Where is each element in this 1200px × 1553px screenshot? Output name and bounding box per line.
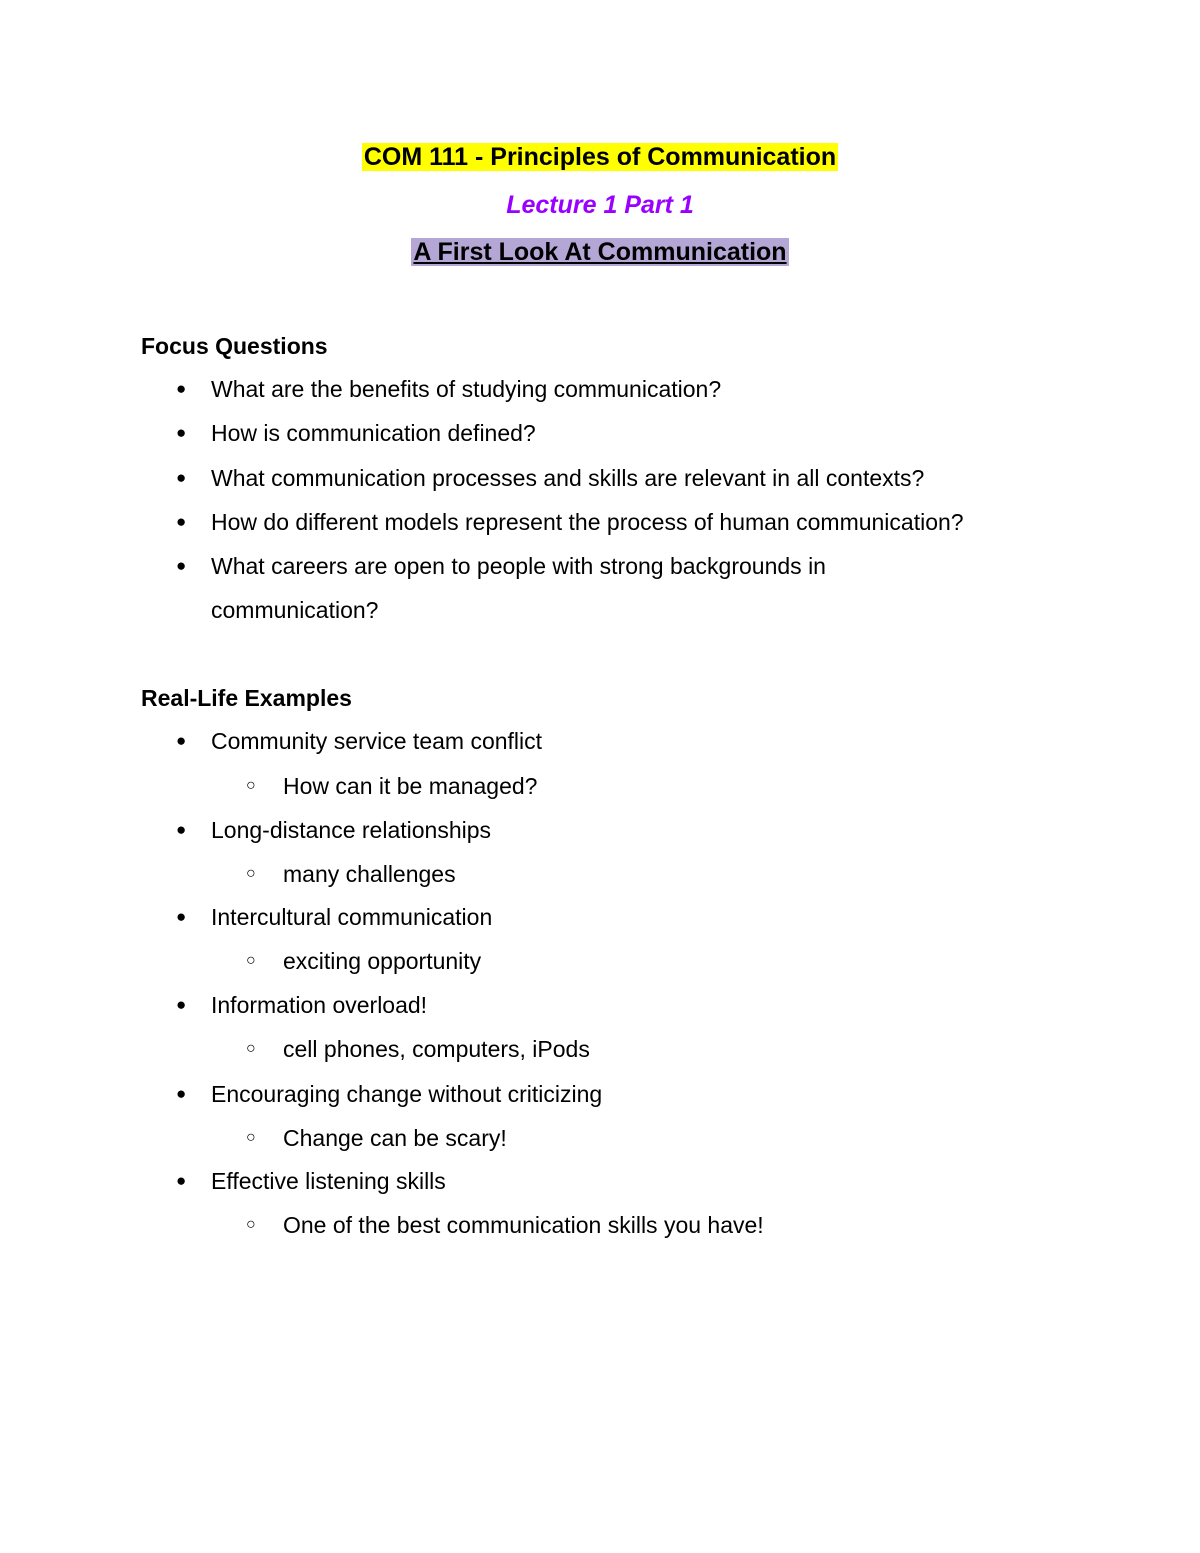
example-text: Encouraging change without criticizing [211,1081,603,1107]
example-text: Information overload! [211,992,428,1018]
sub-bullet-icon: ○ [246,865,256,882]
bullet-icon: ● [176,1084,187,1103]
focus-question-text: How do different models represent the process of human communication? [211,509,964,535]
bullet-icon: ● [176,423,187,442]
bullet-icon: ● [176,731,187,750]
focus-questions-title: Focus Questions [141,333,328,359]
example-sub-item [246,764,537,808]
focus-question-text: How is communication defined? [211,420,536,446]
document-subtitle: Lecture 1 Part 1 [506,191,694,219]
example-text: Intercultural communication [211,904,493,930]
bullet-icon: ● [176,820,187,839]
example-item [176,1159,1076,1203]
document-heading [0,235,1200,269]
focus-question-text: What are the benefits of studying communication? [211,376,722,402]
focus-question-item [176,544,896,632]
example-sub-text: One of the best communication skills you have! [283,1212,764,1238]
sub-bullet-icon: ○ [246,777,256,794]
bullet-icon: ● [176,468,187,487]
example-sub-text: many challenges [283,861,456,887]
bullet-icon: ● [176,512,187,531]
example-item [176,1072,1076,1116]
focus-question-item [176,456,1076,500]
bullet-icon: ● [176,907,187,926]
focus-question-text: What careers are open to people with strong backgrounds in communication? [211,553,826,623]
example-item [176,895,1076,939]
example-text: Effective listening skills [211,1168,446,1194]
example-sub-text: exciting opportunity [283,948,482,974]
focus-question-item [176,367,1076,411]
example-sub-item [246,1203,764,1247]
example-text: Long-distance relationships [211,817,492,843]
example-sub-item [246,1116,507,1160]
bullet-icon: ● [176,1171,187,1190]
focus-question-text: What communication processes and skills are relevant in all contexts? [211,465,925,491]
sub-bullet-icon: ○ [246,1040,256,1057]
example-sub-text: cell phones, computers, iPods [283,1036,590,1062]
document-heading-text: A First Look At Communication [413,238,787,266]
bullet-icon: ● [176,995,187,1014]
example-sub-item [246,852,456,896]
example-sub-item [246,1027,590,1071]
example-item [176,983,1076,1027]
sub-bullet-icon: ○ [246,1216,256,1233]
document-title [0,140,1200,174]
sub-bullet-icon: ○ [246,1129,256,1146]
example-text: Community service team conflict [211,728,543,754]
focus-question-item [176,411,1076,455]
example-sub-text: How can it be managed? [283,773,538,799]
sub-bullet-icon: ○ [246,952,256,969]
focus-question-item [176,500,1076,544]
example-sub-item [246,939,481,983]
example-item [176,719,1076,763]
example-item [176,808,1076,852]
bullet-icon: ● [176,556,187,575]
real-life-examples-title: Real-Life Examples [141,685,352,711]
document-title-text: COM 111 - Principles of Communication [363,143,837,171]
bullet-icon: ● [176,379,187,398]
example-sub-text: Change can be scary! [283,1125,507,1151]
